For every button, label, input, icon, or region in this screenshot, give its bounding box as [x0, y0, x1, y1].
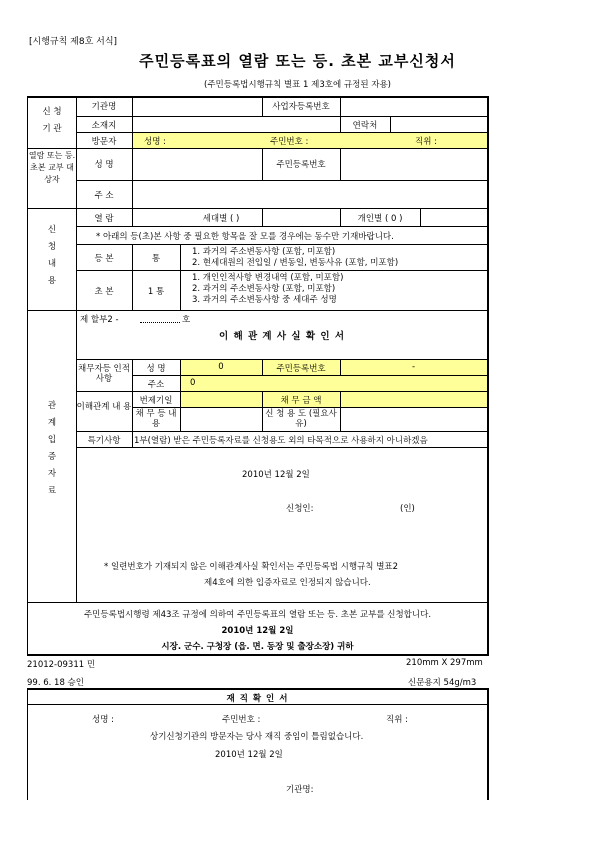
copy-items: 1. 과거의 주소변동사항 (포함, 미포함) 2. 현세대원의 전입일 / 변동일, 변동사유 (포함, 미포함) — [192, 247, 399, 268]
serial-suffix: 호 — [182, 315, 191, 325]
form-code: 21012-09311 민 — [27, 660, 96, 670]
debtor-rrn-value: - — [411, 362, 416, 372]
evidence-heading: 이 해 관 계 사 실 확 인 서 — [218, 331, 346, 342]
debtor-name-value: 0 — [218, 362, 224, 372]
serial-prefix: 제 할부2 - — [80, 315, 119, 325]
visitor-position-label: 직위 : — [415, 137, 437, 147]
debtor-label: 채무자등 인적사항 — [78, 364, 130, 384]
special-label: 특기사항 — [87, 436, 121, 446]
employment-position-label: 직위 : — [386, 715, 408, 725]
target-section-label: 열람 또는 등. 초본 교부 대상자 — [28, 151, 76, 184]
employment-rrn-label: 주민번호 : — [222, 715, 261, 725]
household-option: 세대별 ( ) — [202, 214, 240, 224]
agency-label: 기관명 — [91, 102, 117, 112]
target-name-label: 성 명 — [94, 160, 114, 170]
request-section-label: 신 청 내 용 — [47, 225, 57, 286]
individual-option: 개인별 ( 0 ) — [357, 214, 403, 224]
paper-spec: 신문용지 54g/m3 — [408, 678, 477, 688]
employment-name-label: 성명 : — [92, 715, 114, 725]
amount-label: 채 무 금 액 — [280, 396, 322, 406]
purpose-label: 신 청 용 도 (필요사유) — [265, 409, 337, 429]
employment-statement: 상기신청기관의 방문자는 당사 재직 중임이 틀림없습니다. — [150, 732, 364, 742]
evidence-section-label: 관 계 입 증 자 료 — [47, 401, 57, 496]
form-title: 주민등록표의 열람 또는 등. 초본 교부신청서 — [139, 52, 456, 70]
biz-no-label: 사업자등록번호 — [272, 102, 330, 112]
contact-label: 연락처 — [352, 121, 378, 131]
debtor-address-highlight — [180, 376, 487, 391]
visitor-name-label: 성명 : — [144, 137, 166, 147]
location-label: 소재지 — [91, 121, 117, 131]
debtor-address-value: 0 — [190, 378, 196, 388]
copy-label: 등 본 — [94, 254, 114, 264]
form-subtitle: (주민등록법시행규칙 별표 1 제3호에 규정된 자용) — [204, 80, 391, 90]
evidence-footnote-2: 제4호에 의한 입증자료로 인정되지 않습니다. — [204, 578, 371, 588]
declaration-recipient: 시장. 군수. 구청장 (읍. 면. 동장 및 출장소장) 귀하 — [161, 642, 354, 652]
interest-label: 이해관계 내 용 — [76, 402, 132, 412]
visitor-rrn-label: 주민번호 : — [270, 137, 309, 147]
abstract-items: 1. 개인인적사항 변경내역 (포함, 미포함) 2. 과거의 주소변동사항 (포함, 미포함) 3. 과거의 주소변동사항 중 세대주 성명 — [192, 273, 344, 305]
form-number: [시행규칙 제8호 서식] — [29, 37, 118, 47]
serial-date-label: 번제기일 — [139, 396, 173, 406]
request-note: * 아래의 등(초)본 사항 중 필요한 항목을 잘 모를 경우에는 동수만 기재바랍니다. — [96, 232, 394, 242]
target-rrn-label: 주민등록번호 — [276, 160, 326, 170]
paper-size: 210mm X 297mm — [406, 658, 483, 668]
evidence-date: 2010년 12월 2일 — [242, 470, 310, 480]
view-label: 열 람 — [94, 214, 114, 224]
applicant-section-label: 신 청 기 관 — [42, 107, 62, 134]
employment-agency-label: 기관명: — [286, 785, 314, 795]
seal-mark: (인) — [400, 504, 415, 514]
applicant-sign-label: 신청인: — [286, 504, 314, 514]
employment-title: 재 직 확 인 서 — [226, 694, 289, 704]
special-text: 1부(열람) 받은 주민등록자료를 신청용도 외의 타목적으로 사용하지 아니하겠음 — [134, 436, 428, 446]
target-address-label: 주 소 — [94, 191, 114, 201]
declaration-date: 2010년 12월 2일 — [221, 626, 294, 636]
debtor-name-label: 성 명 — [146, 364, 166, 374]
debtor-rrn-label: 주민등록번호 — [276, 364, 326, 374]
abstract-count: 1 통 — [147, 287, 165, 297]
abstract-label: 초 본 — [94, 287, 114, 297]
debtor-address-label: 주소 — [147, 380, 165, 390]
visitor-label: 방문자 — [91, 137, 117, 147]
approval-date: 99. 6. 18 승인 — [27, 678, 84, 688]
declaration-text: 주민등록법시행령 제43조 규정에 의하여 주민등록표의 열람 또는 등. 초본 교부를 신청합니다. — [83, 610, 432, 620]
copy-count: 통 — [151, 254, 161, 264]
employment-date: 2010년 12월 2일 — [215, 750, 283, 760]
debt-label: 채 무 등 내 용 — [135, 409, 177, 429]
evidence-footnote-1: * 일련번호가 기재되지 않은 이해관계사실 확인서는 주민등록법 시행규칙 별표2 — [104, 562, 399, 572]
